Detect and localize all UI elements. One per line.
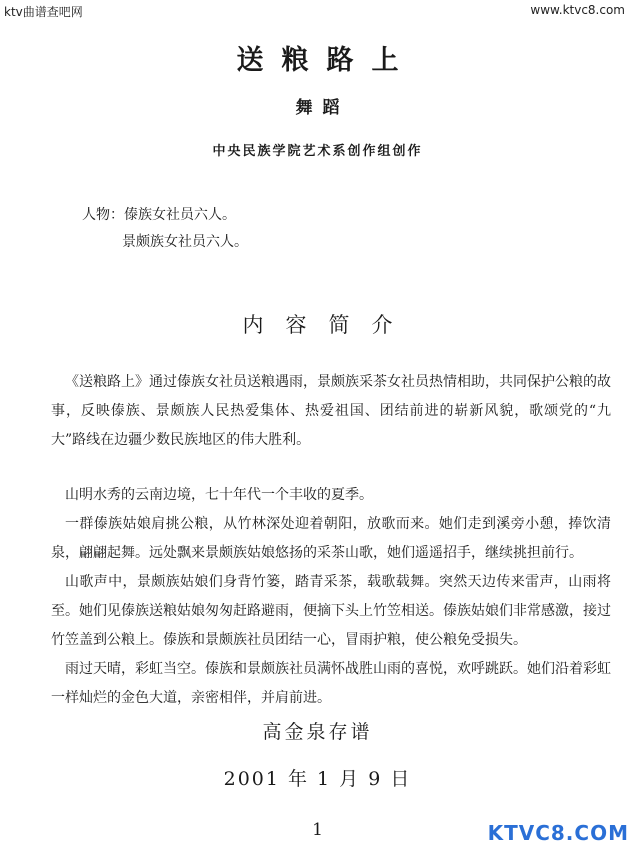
story-block <box>51 481 611 713</box>
score-date: 2001 年 1 月 9 日 <box>223 768 412 790</box>
creator-credit: 中央民族学院艺术系创作组创作 <box>212 144 423 159</box>
characters-line-1: 人物：傣族女社员六人。 <box>82 207 236 223</box>
intro-block <box>51 368 611 455</box>
story-paragraph-2: 一群傣族姑娘肩挑公粮，从竹林深处迎着朝阳，放歌而来。她们走到溪旁小憩，捧饮清泉，翩翩起舞。远处飘来景颇族姑娘悠扬的采茶山歌，她们遥遥招手，继续挑担前行。 <box>51 516 611 561</box>
story-paragraph-4: 雨过天晴，彩虹当空。傣族和景颇族社员满怀战胜山雨的喜悦，欢呼跳跃。她们沿着彩虹一样灿烂的金色大道，亲密相伴，并肩前进。 <box>51 661 611 706</box>
story-paragraph-3: 山歌声中，景颇族姑娘们身背竹篓，踏青采茶，载歌载舞。突然天边传来雷声，山雨将至。她们见傣族送粮姑娘匆匆赶路避雨，便摘下头上竹笠相送。傣族姑娘们非常感激，接过竹笠盖到公粮上。傣族和景颇族社员团结一心，冒雨护粮，使公粮免受损失。 <box>51 574 611 648</box>
characters-line-2: 景颇族女社员六人。 <box>122 234 248 250</box>
page-number: 1 <box>312 820 323 840</box>
watermark-bottom-right: KTVC8.COM <box>487 821 629 845</box>
score-author: 高金泉存谱 <box>262 721 373 743</box>
watermark-top-right: www.ktvc8.com <box>530 3 625 17</box>
story-paragraph-1: 山明水秀的云南边境，七十年代一个丰收的夏季。 <box>65 487 373 503</box>
page-title: 送粮路上 <box>236 45 417 76</box>
characters-block <box>82 202 248 256</box>
watermark-top-left: ktv曲谱查吧网 <box>4 5 83 19</box>
section-heading: 内容简介 <box>242 313 415 337</box>
intro-paragraph: 《送粮路上》通过傣族女社员送粮遇雨，景颇族采茶女社员热情相助，共同保护公粮的故事，反映傣族、景颇族人民热爱集体、热爱祖国、团结前进的崭新风貌，歌颂党的“九大”路线在边疆少数民族地区的伟大胜利。 <box>51 374 611 448</box>
page-subtitle: 舞蹈 <box>295 98 350 118</box>
